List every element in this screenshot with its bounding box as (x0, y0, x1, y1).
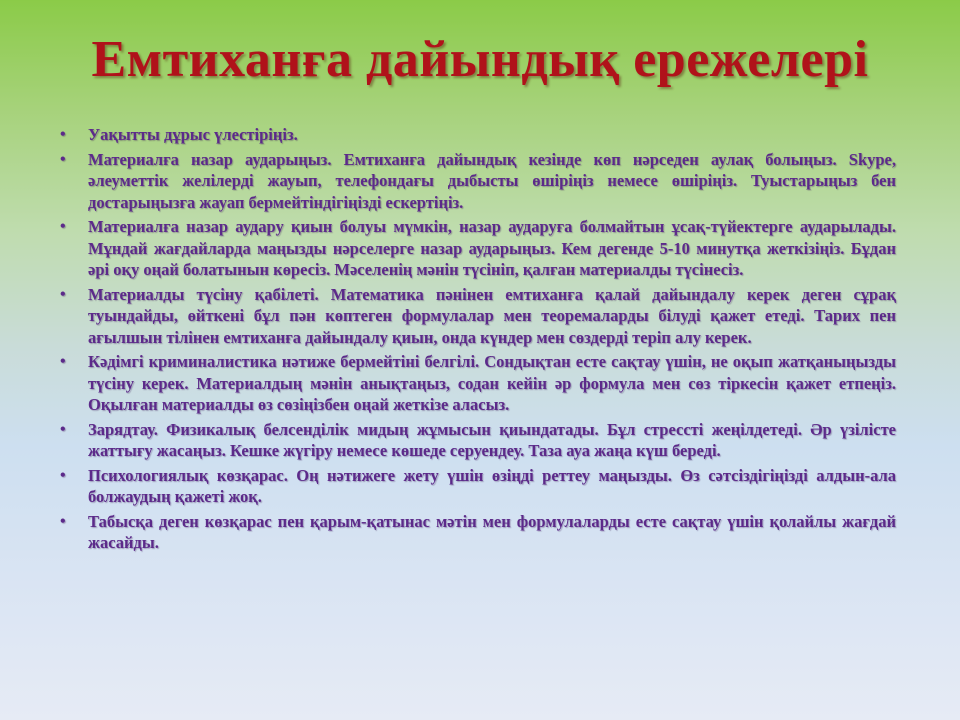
list-item (60, 124, 896, 146)
rule-text: Психологиялық көзқарас. Оң нәтижеге жету үшін өзіңді реттеу маңызды. Өз сәтсіздігіңізді алдын-ала болжаудың қажеті жоқ. (88, 465, 896, 506)
rule-text: Кәдімгі криминалистика нәтиже бермейтіні белгілі. Сондықтан есте сақтау үшін, не оқып жатқаныңызды түсіну керек. Материалдың мәнін анықтаңыз, содан кейін әр формула мен сөз тіркесін қажет етпеңіз. Оқылған материалды өз сөзіңізбен оңай жеткізе аласыз. (88, 352, 896, 414)
list-item (60, 351, 896, 416)
list-item (60, 284, 896, 349)
slide-title: Емтиханға дайындық ережелері (91, 31, 869, 88)
bullet-icon: • (60, 353, 66, 370)
list-item (60, 216, 896, 281)
bullet-icon: • (60, 466, 66, 484)
rule-text: Материалға назар аудару қиын болуы мүмкін, назар аударуға болмайтын ұсақ-түйектерге аударылады. Мұндай жағдайларда маңызды нәрселерге назар аударыңыз. Кем дегенде 5-10 минутқа жеткізіңіз. Бұдан әрі оқу оңай болатынын көресіз. Мәселенің мәнін түсініп, қалған материалды түсінесіз. (88, 217, 896, 279)
bullet-icon: • (60, 150, 66, 168)
rule-text: Табысқа деген көзқарас пен қарым-қатынас мәтін мен формулаларды есте сақтау үшін қолайлы жағдай жасайды. (88, 511, 896, 552)
rules-list (60, 124, 896, 557)
bullet-icon: • (60, 285, 66, 303)
list-item (60, 511, 896, 554)
list-item (60, 149, 896, 214)
list-item (60, 419, 896, 462)
bullet-icon: • (60, 218, 66, 235)
bullet-icon: • (60, 512, 66, 530)
list-item (60, 465, 896, 508)
bullet-icon: • (60, 126, 66, 143)
rule-text: Материалға назар аударыңыз. Емтиханға дайындық кезінде көп нәрседен аулақ болыңыз. Skype, әлеуметтік желілерді жауып, телефондағы дыбысты өшіріңіз немесе өшіріңіз. Туыстарыңыз бен достарыңызға жауап бермейтіндігіңізді ескертіңіз. (88, 149, 896, 212)
rule-text: Материалды түсіну қабілеті. Математика пәнінен емтиханға қалай дайындалу керек деген сұрақ туындайды, өйткені бұл пән көптеген формулалар мен теоремаларды білуді қажет етеді. Тарих пен ағылшын тілінен емтиханға дайындалу қиын, онда күндер мен сөздерді теріп алу керек. (88, 284, 896, 347)
bullet-icon: • (60, 420, 66, 438)
rule-text: Зарядтау. Физикалық белсенділік мидың жұмысын қиындатады. Бұл стрессті жеңілдетеді. Әр үзілісте жаттығу жасаңыз. Кешке жүгіру немесе көшеде серуендеу. Таза ауа жаңа күш береді. (88, 419, 896, 460)
rule-text: Уақытты дұрыс үлестіріңіз. (88, 125, 298, 144)
